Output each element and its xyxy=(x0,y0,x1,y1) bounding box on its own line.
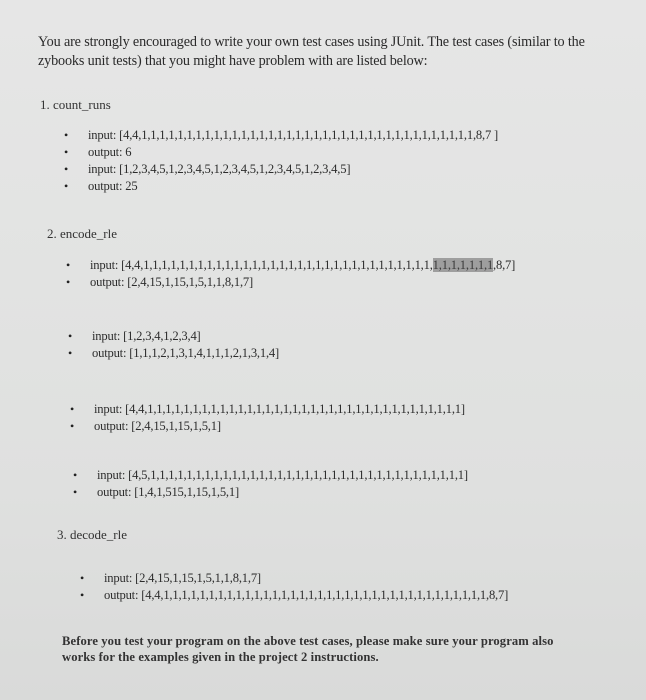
intro-paragraph: You are strongly encouraged to write your own test cases using JUnit. The test cases (similar to the zybooks unit tests) that you might have problem with are listed below: xyxy=(38,34,585,69)
section-title-count-runs: 1. count_runs xyxy=(40,97,111,112)
bullet-icon: • xyxy=(80,588,85,602)
list-item: • input: [2,4,15,1,15,1,5,1,1,8,1,7] xyxy=(80,571,261,585)
list-item: • output: 25 xyxy=(64,179,138,193)
bullet-icon: • xyxy=(66,275,71,289)
count-runs-list xyxy=(64,127,498,195)
encode-rle-group-3 xyxy=(70,401,465,435)
decode-rle-list xyxy=(80,570,508,604)
bullet-icon: • xyxy=(70,402,75,416)
list-item: • output: [4,4,1,1,1,1,1,1,1,1,1,1,1,1,1,1,1,1,1,1,1,1,1,1,1,1,1,1,1,1,1,1,1,1,1,1,1,1,8,7] xyxy=(80,588,509,602)
section-title-encode-rle: 2. encode_rle xyxy=(47,226,118,241)
encode-rle-group-1 xyxy=(66,257,515,291)
list-item: • input: [4,4,1,1,1,1,1,1,1,1,1,1,1,1,1,1,1,1,1,1,1,1,1,1,1,1,1,1,1,1,1,1,1,1,1,1,1] xyxy=(70,402,465,416)
list-item: • output: 6 xyxy=(64,145,132,159)
list-item: • output: [1,4,1,515,1,15,1,5,1] xyxy=(73,485,239,499)
section-title-decode-rle: 3. decode_rle xyxy=(57,527,128,542)
bullet-icon: • xyxy=(66,258,71,272)
list-item: • input: [1,2,3,4,1,2,3,4] xyxy=(68,329,201,343)
list-item: • output: [2,4,15,1,15,1,5,1] xyxy=(70,419,221,433)
list-item: • output: [1,1,1,2,1,3,1,4,1,1,1,2,1,3,1,4] xyxy=(68,346,279,360)
bullet-icon: • xyxy=(80,571,85,585)
bullet-icon: • xyxy=(68,329,73,343)
footer-note: Before you test your program on the above test cases, please make sure your program also works for the examples given in the project 2 instructions. xyxy=(62,634,554,664)
bullet-icon: • xyxy=(64,162,69,176)
bullet-icon: • xyxy=(64,179,69,193)
bullet-icon: • xyxy=(73,468,78,482)
list-item: • input: [4,4,1,1,1,1,1,1,1,1,1,1,1,1,1,1,1,1,1,1,1,1,1,1,1,1,1,1,1,1,1,1,1,1,1,1,1,1,1,8,7 ] xyxy=(64,128,498,142)
list-item: • input: [4,4,1,1,1,1,1,1,1,1,1,1,1,1,1,1,1,1,1,1,1,1,1,1,1,1,1,1,1,1,1,1,1,1,1,1,1,1,1,1,1,8,7] xyxy=(66,258,516,272)
list-item: • input: [1,2,3,4,5,1,2,3,4,5,1,2,3,4,5,1,2,3,4,5,1,2,3,4,5] xyxy=(64,162,351,176)
bullet-icon: • xyxy=(73,485,78,499)
list-item: • output: [2,4,15,1,15,1,5,1,1,8,1,7] xyxy=(66,275,254,289)
encode-rle-group-4 xyxy=(73,467,468,501)
bullet-icon: • xyxy=(64,145,69,159)
bullet-icon: • xyxy=(64,128,69,142)
bullet-icon: • xyxy=(68,346,73,360)
bullet-icon: • xyxy=(70,419,75,433)
list-item: • input: [4,5,1,1,1,1,1,1,1,1,1,1,1,1,1,1,1,1,1,1,1,1,1,1,1,1,1,1,1,1,1,1,1,1,1,1,1] xyxy=(73,468,468,482)
text-selection-highlight: 1,1,1,1,1,1,1 xyxy=(432,258,494,272)
encode-rle-group-2 xyxy=(68,328,279,362)
